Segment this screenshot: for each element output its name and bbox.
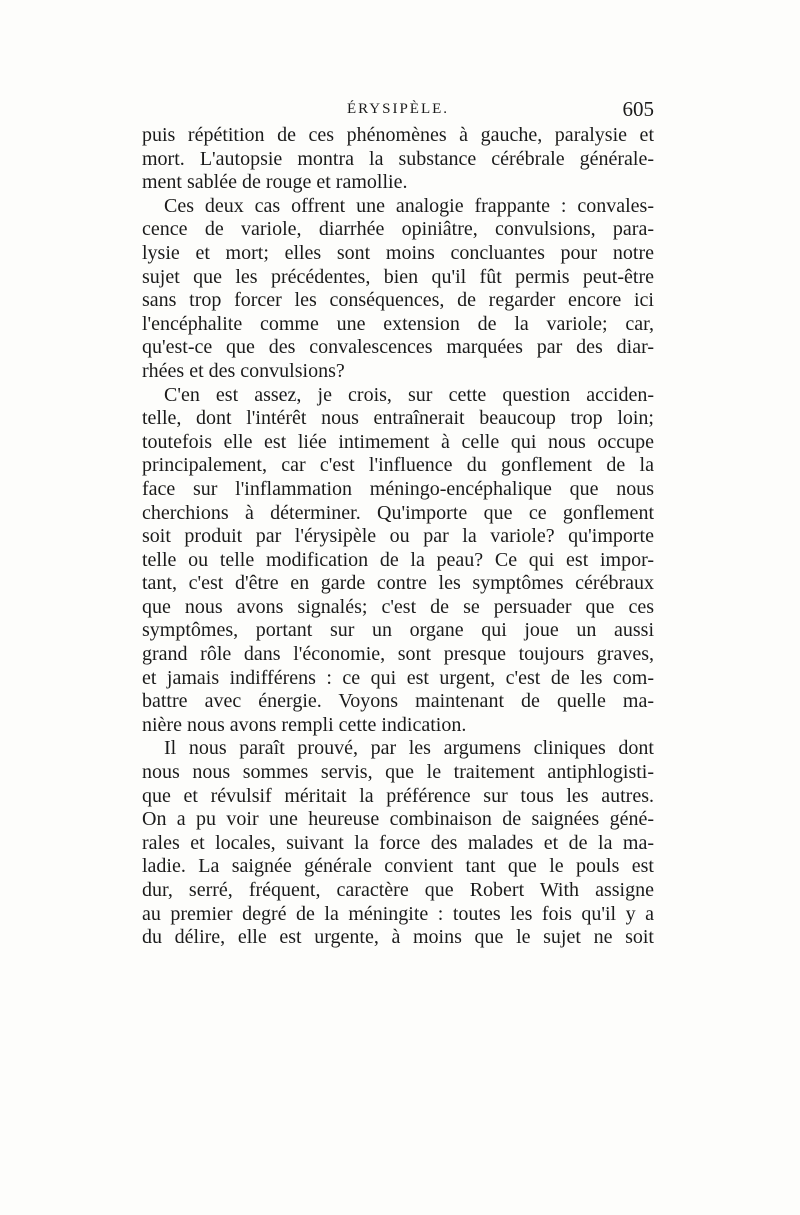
text-line: sans trop forcer les conséquences, de regarder encore ici [142,289,654,312]
text-line: soit produit par l'érysipèle ou par la variole? qu'importe [142,525,654,548]
text-line: ladie. La saignée générale convient tant que le pouls est [142,855,654,878]
text-line: sujet que les précédentes, bien qu'il fût permis peut-être [142,265,654,288]
text-line: telle ou telle modification de la peau? Ce qui est impor- [142,548,654,571]
text-line: C'en est assez, je crois, sur cette question acciden- [164,383,654,406]
text-line: que et révulsif méritait la préférence sur tous les autres. [142,784,654,807]
body-text [142,124,654,950]
text-line: dur, serré, fréquent, caractère que Robert With assigne [142,879,654,901]
text-line: rhées et des convulsions? [142,359,345,382]
running-head: ÉRYSIPÈLE. [346,101,450,117]
text-line: nous nous sommes servis, que le traitement antiphlogisti- [142,761,654,784]
text-line: nière nous avons rempli cette indication. [142,713,467,736]
text-line: au premier degré de la méningite : toutes les fois qu'il y a [142,902,654,925]
text-line: On a pu voir une heureuse combinaison de saignées géné- [142,808,654,831]
text-line: Il nous paraît prouvé, par les argumens cliniques dont [164,737,654,760]
text-line: ment sablée de rouge et ramollie. [142,171,408,194]
text-line: lysie et mort; elles sont moins concluantes pour notre [142,241,654,264]
text-line: cherchions à déterminer. Qu'importe que ce gonflement [142,501,654,524]
text-line: cence de variole, diarrhée opiniâtre, convulsions, para- [142,218,654,241]
text-line: Ces deux cas offrent une analogie frappante : convales- [164,194,654,217]
text-line: face sur l'inflammation méningo-encéphalique que nous [142,477,654,500]
text-line: grand rôle dans l'économie, sont presque toujours graves, [142,643,654,666]
text-line: principalement, car c'est l'influence du gonflement de la [142,454,654,477]
text-line: puis répétition de ces phénomènes à gauche, paralysie et [142,124,654,146]
text-line: rales et locales, suivant la force des malades et de la ma- [142,831,654,854]
text-line: du délire, elle est urgente, à moins que le sujet ne soit [142,926,654,949]
page-number: 605 [622,97,654,121]
text-line: symptômes, portant sur un organe qui joue un aussi [142,619,654,642]
text-line: toutefois elle est liée intimement à celle qui nous occupe [142,430,654,453]
text-line: telle, dont l'intérêt nous entraînerait beaucoup trop loin; [142,407,654,430]
text-line: battre avec énergie. Voyons maintenant de quelle ma- [142,690,654,713]
text-line: mort. L'autopsie montra la substance cérébrale générale- [142,147,654,170]
text-line: tant, c'est d'être en garde contre les symptômes cérébraux [142,572,654,595]
text-line: et jamais indifférens : ce qui est urgent, c'est de les com- [142,666,654,689]
text-line: l'encéphalite comme une extension de la variole; car, [142,312,654,335]
text-line: qu'est-ce que des convalescences marquées par des diar- [142,336,654,359]
page-header [142,97,654,127]
text-line: que nous avons signalés; c'est de se persuader que ces [142,595,654,618]
